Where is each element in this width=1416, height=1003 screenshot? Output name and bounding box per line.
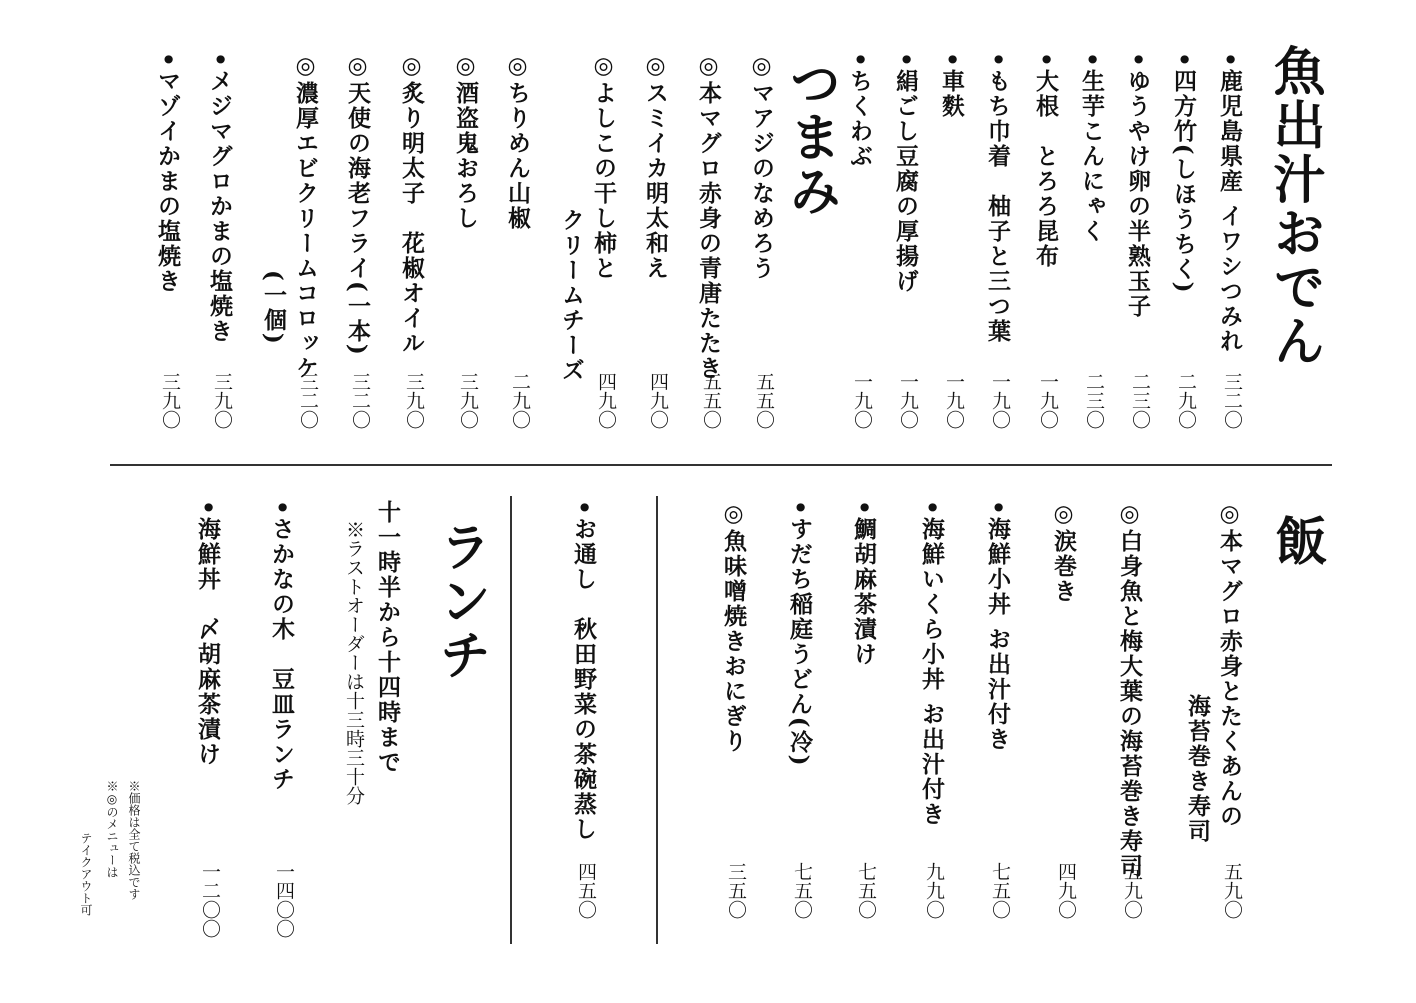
menu-item-name: •車麩 — [938, 52, 965, 119]
menu-item-price: 五五〇 — [700, 372, 722, 429]
menu-item-price: 七五〇 — [791, 862, 813, 919]
menu-item-name: ◎酒盗鬼おろし — [452, 52, 479, 231]
menu-item-name: •絹ごし豆腐の厚揚げ — [892, 52, 919, 294]
lunch-heading: ランチ — [430, 520, 491, 682]
menu-item-name: •メジマグロかまの塩焼き — [206, 52, 233, 344]
menu-item-name: •マゾイかまの塩焼き — [154, 52, 181, 294]
menu-item-price: 二三〇 — [1129, 372, 1151, 429]
menu-item-name: ◎天使の海老フライ(一本) — [344, 52, 371, 357]
lunch-hours: 十一時半から十四時まで — [374, 500, 401, 775]
menu-item-price: 四九〇 — [595, 372, 617, 429]
menu-item-name: •海鮮いくら小丼 お出汁付き — [918, 500, 945, 827]
lunch-last-order: ※ラストオーダーは十三時三十分 — [343, 520, 365, 805]
menu-item-price: 一九〇 — [989, 372, 1011, 429]
footnote: ※◎のメニューは — [105, 780, 119, 878]
menu-item-name: ◎濃厚エビクリームコロッケ — [292, 52, 319, 381]
menu-item-price: 一四〇〇 — [273, 862, 295, 938]
menu-item-name: ◎スミイカ明太和え — [642, 52, 669, 281]
menu-item-name: •四方竹(しほうちく) — [1170, 52, 1197, 295]
menu-item-price: 五九〇 — [1221, 862, 1243, 919]
menu-item-price: 三九〇 — [457, 372, 479, 429]
menu-item-price: 七五〇 — [855, 862, 877, 919]
menu-item-name: ◎本マグロ赤身とたくあんの — [1216, 500, 1243, 829]
menu-item-name: ◎魚味噌焼きおにぎり — [720, 500, 747, 754]
menu-item-price: 二九〇 — [1175, 372, 1197, 429]
menu-item-name: •ちくわぶ — [846, 52, 873, 169]
vertical-divider — [510, 496, 512, 944]
menu-item-price: 三二〇 — [349, 372, 371, 429]
tsumami-heading: つまみ — [780, 56, 841, 218]
menu-item-name: ◎涙巻き — [1050, 500, 1077, 604]
menu-item-price: 四九〇 — [647, 372, 669, 429]
menu-item-name: ◎マアジのなめろう — [748, 52, 775, 281]
menu-item-name: ◎炙り明太子 花椒オイル — [398, 52, 425, 356]
menu-item-name: •生芋こんにゃく — [1078, 52, 1105, 244]
vertical-divider — [656, 496, 658, 944]
menu-item-price: 四九〇 — [1055, 862, 1077, 919]
menu-item-price: 二三〇 — [1083, 372, 1105, 429]
menu-item-name: •大根 とろろ昆布 — [1032, 52, 1059, 269]
menu-item-price: 三二〇 — [297, 372, 319, 429]
menu-item-price: 七五〇 — [989, 862, 1011, 919]
menu-item-name: ◎よしこの干し柿と — [590, 52, 617, 281]
menu-item-price: 二九〇 — [509, 372, 531, 429]
menu-item-name: ◎本マグロ赤身の青唐たたき — [695, 52, 722, 381]
menu-item-name: •海鮮小丼 お出汁付き — [984, 500, 1011, 752]
menu-item-price: 三九〇 — [211, 372, 233, 429]
menu-item-price: 一九〇 — [943, 372, 965, 429]
menu-item-name: •ゆうやけ卵の半熟玉子 — [1124, 52, 1151, 319]
footnote: ※価格は全て税込です — [127, 780, 141, 900]
menu-item-name: •もち巾着 柚子と三つ葉 — [984, 52, 1011, 344]
menu-item-name: ◎ちりめん山椒 — [504, 52, 531, 231]
menu-item-price: 三九〇 — [403, 372, 425, 429]
footnote: テイクアウト可 — [79, 832, 93, 916]
menu-item-name-continued: 海苔巻き寿司 — [1184, 694, 1211, 844]
menu-item-price: 三五〇 — [725, 862, 747, 919]
menu-item-price: 五九〇 — [1121, 862, 1143, 919]
otoshi-name: •お通し 秋田野菜の茶碗蒸し — [570, 500, 597, 842]
menu-item-name: ◎白身魚と梅大葉の海苔巻き寿司 — [1116, 500, 1143, 879]
otoshi-price: 四五〇 — [575, 862, 597, 919]
menu-item-name: •鯛胡麻茶漬け — [850, 500, 877, 667]
menu-item-name-continued: クリームチーズ — [558, 208, 585, 383]
menu-item-price: 五五〇 — [753, 372, 775, 429]
menu-item-price: 三二〇 — [1221, 372, 1243, 429]
menu-item-price: 一九〇 — [897, 372, 919, 429]
menu-item-price: 一九〇 — [851, 372, 873, 429]
oden-heading: 魚出汁おでん — [1264, 44, 1325, 368]
menu-item-price: 一二〇〇 — [199, 862, 221, 938]
menu-item-name: •海鮮丼 〆胡麻茶漬け — [194, 500, 221, 767]
meshi-heading: 飯 — [1266, 514, 1327, 568]
menu-item-name: •さかなの木 豆皿ランチ — [268, 500, 295, 792]
menu-item-name: •鹿児島県産 イワシつみれ — [1216, 52, 1243, 354]
horizontal-divider — [110, 464, 1332, 466]
menu-item-price: 九九〇 — [923, 862, 945, 919]
menu-item-name-continued: (一個) — [260, 270, 287, 346]
menu-item-name: •すだち稲庭うどん(冷) — [786, 500, 813, 768]
menu-item-price: 三九〇 — [159, 372, 181, 429]
menu-item-price: 一九〇 — [1037, 372, 1059, 429]
